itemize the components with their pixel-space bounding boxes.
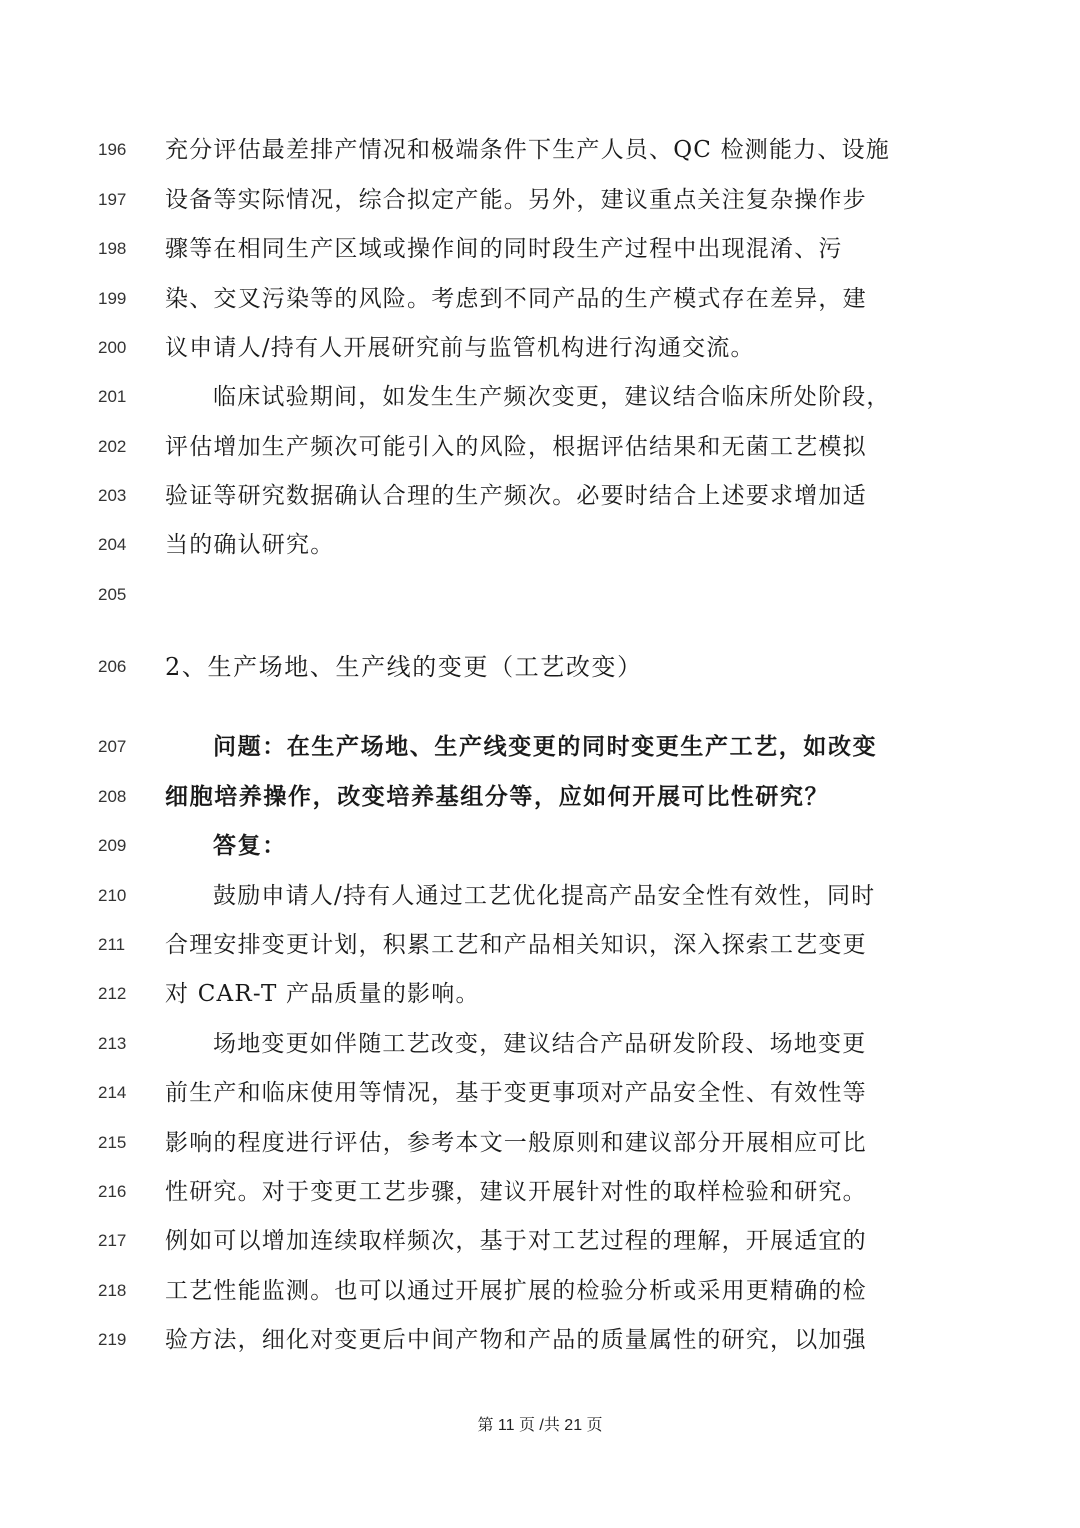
page-footer: 第 11 页 /共 21 页	[477, 1417, 603, 1434]
line-201	[0, 377, 1080, 417]
line-212	[0, 974, 1080, 1014]
line-204	[0, 525, 1080, 565]
line-number: 203	[98, 486, 127, 505]
line-208	[0, 777, 1080, 817]
line-number: 202	[98, 437, 127, 456]
line-number: 206	[98, 657, 127, 676]
line-198	[0, 229, 1080, 269]
line-number: 204	[98, 535, 127, 554]
line-number: 214	[98, 1083, 127, 1102]
line-number: 197	[98, 190, 127, 209]
line-number: 208	[98, 787, 127, 806]
line-number: 219	[98, 1330, 127, 1349]
line-number: 215	[98, 1133, 127, 1152]
line-219	[0, 1320, 1080, 1360]
line-205	[0, 575, 1080, 615]
line-number: 218	[98, 1281, 127, 1300]
line-text: 验方法，细化对变更后中间产物和产品的质量属性的研究，以加强	[165, 1327, 867, 1353]
line-number: 200	[98, 338, 127, 357]
line-number: 213	[98, 1034, 127, 1053]
line-text: 工艺性能监测。也可以通过开展扩展的检验分析或采用更精确的检	[165, 1278, 867, 1304]
line-number: 201	[98, 387, 127, 406]
line-200	[0, 328, 1080, 368]
line-text: 当的确认研究。	[165, 532, 335, 558]
line-197	[0, 180, 1080, 220]
line-number: 205	[98, 585, 127, 604]
line-number: 216	[98, 1182, 127, 1201]
line-text: 例如可以增加连续取样频次，基于对工艺过程的理解，开展适宜的	[165, 1228, 867, 1254]
line-214	[0, 1073, 1080, 1113]
line-text: 议申请人/持有人开展研究前与监管机构进行沟通交流。	[165, 335, 755, 361]
line-210	[0, 876, 1080, 916]
line-text: 性研究。对于变更工艺步骤，建议开展针对性的取样检验和研究。	[165, 1179, 867, 1205]
line-216	[0, 1172, 1080, 1212]
line-number: 199	[98, 289, 127, 308]
line-text: 骤等在相同生产区域或操作间的同时段生产过程中出现混淆、污	[165, 236, 843, 262]
line-215	[0, 1123, 1080, 1163]
line-207	[0, 727, 1080, 767]
line-number: 209	[98, 836, 127, 855]
line-number: 212	[98, 984, 127, 1003]
line-202	[0, 427, 1080, 467]
line-number: 217	[98, 1231, 127, 1250]
line-211	[0, 925, 1080, 965]
line-text: 充分评估最差排产情况和极端条件下生产人员、QC 检测能力、设施	[165, 137, 890, 163]
line-217	[0, 1221, 1080, 1261]
line-text: 对 CAR-T 产品质量的影响。	[165, 981, 480, 1007]
question-text: 细胞培养操作，改变培养基组分等，应如何开展可比性研究？	[165, 783, 830, 810]
line-number: 198	[98, 239, 127, 258]
line-text: 影响的程度进行评估，参考本文一般原则和建议部分开展相应可比	[165, 1130, 867, 1156]
line-text: 前生产和临床使用等情况，基于变更事项对产品安全性、有效性等	[165, 1080, 867, 1106]
line-209	[0, 826, 1080, 866]
line-number: 207	[98, 737, 127, 756]
line-text: 合理安排变更计划，积累工艺和产品相关知识，深入探索工艺变更	[165, 932, 867, 958]
line-text: 设备等实际情况，综合拟定产能。另外，建议重点关注复杂操作步	[165, 187, 867, 213]
line-203	[0, 476, 1080, 516]
line-number: 196	[98, 140, 127, 159]
line-text: 鼓励申请人/持有人通过工艺优化提高产品安全性有效性，同时	[213, 883, 876, 909]
line-number: 211	[98, 935, 126, 954]
line-number: 210	[98, 886, 127, 905]
line-206	[0, 647, 1080, 687]
answer-label: 答复：	[213, 832, 287, 859]
question-text: 问题：在生产场地、生产线变更的同时变更生产工艺，如改变	[213, 733, 878, 760]
line-196	[0, 130, 1080, 170]
line-text: 验证等研究数据确认合理的生产频次。必要时结合上述要求增加适	[165, 483, 867, 509]
line-text: 场地变更如伴随工艺改变，建议结合产品研发阶段、场地变更	[213, 1031, 867, 1057]
line-218	[0, 1271, 1080, 1311]
line-199	[0, 279, 1080, 319]
line-text: 评估增加生产频次可能引入的风险，根据评估结果和无菌工艺模拟	[165, 434, 867, 460]
line-text: 临床试验期间，如发生生产频次变更，建议结合临床所处阶段，	[213, 384, 891, 410]
line-213	[0, 1024, 1080, 1064]
section-heading: 2、生产场地、生产线的变更（工艺改变）	[165, 653, 643, 681]
line-text: 染、交叉污染等的风险。考虑到不同产品的生产模式存在差异，建	[165, 286, 867, 312]
